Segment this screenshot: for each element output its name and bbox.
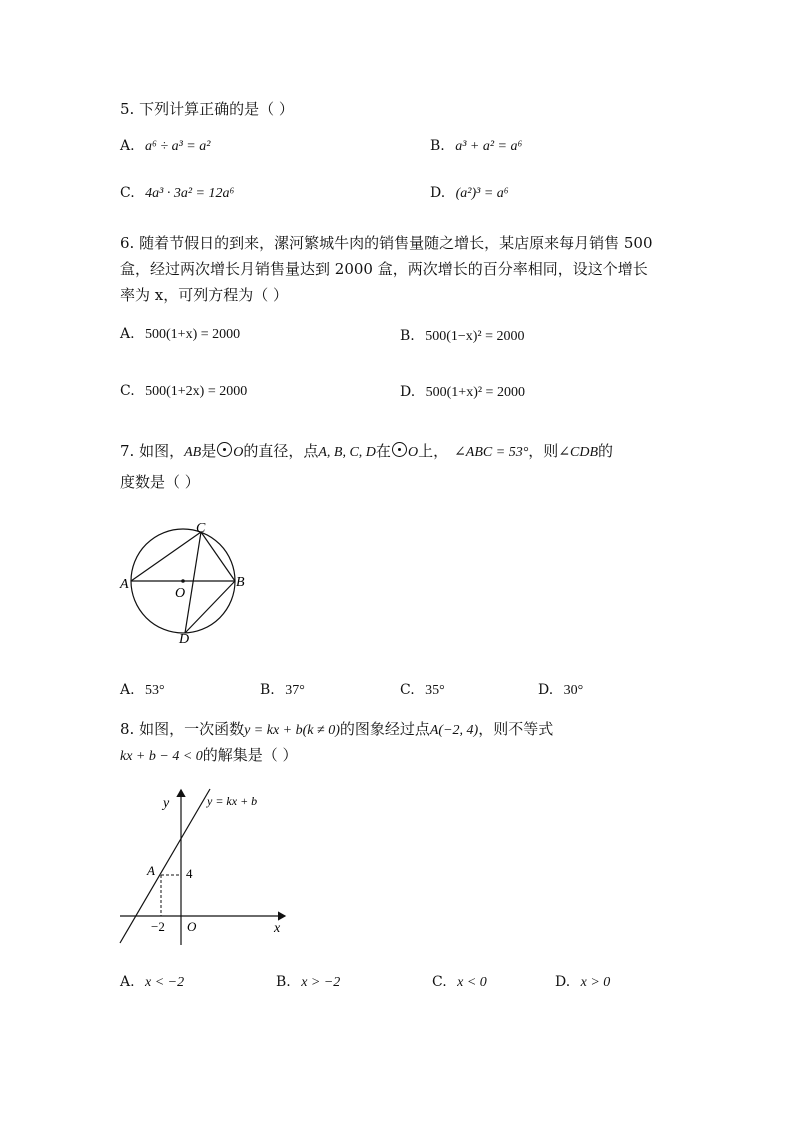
label-line-equation: y = kx + b (207, 794, 258, 808)
q6-stem-line-1: 6. 随着节假日的到来，漯河繁城牛肉的销售量随之增长，某店原来每月销售 500 (120, 234, 653, 252)
q7-text: 上， (418, 442, 449, 460)
chord-cb (201, 532, 235, 581)
option-expr: 500(1+x)² = 2000 (425, 385, 525, 400)
circle-dot-icon (217, 442, 232, 457)
label-neg-two: −2 (151, 919, 165, 934)
option-expr: 30° (563, 683, 584, 698)
q7-text: 7. 如图， (120, 442, 185, 460)
q5-option-b[interactable] (430, 138, 522, 155)
option-expr: 500(1+2x) = 2000 (145, 384, 248, 399)
option-expr: 37° (285, 683, 305, 698)
center-point (181, 579, 185, 583)
function-line (120, 789, 210, 943)
q7-option-b[interactable] (260, 682, 305, 699)
q8-function: y = kx + b(k ≠ 0) (244, 723, 340, 738)
q8-text: 8. 如图，一次函数 (120, 720, 245, 738)
q6-option-a[interactable] (120, 326, 240, 343)
q7-option-c[interactable] (400, 682, 445, 699)
option-expr: 500(1−x)² = 2000 (425, 329, 525, 344)
label-o: O (175, 586, 186, 601)
q7-stem-line-1 (120, 438, 613, 466)
q7-points: A, B, C, D (318, 445, 376, 460)
q7-text: 的直径，点 (243, 442, 319, 460)
option-expr: x < −2 (145, 975, 185, 990)
q7-text: 是 (201, 442, 217, 460)
q8-option-d[interactable] (555, 974, 610, 991)
label-d: D (179, 632, 190, 647)
label-a: A (120, 577, 129, 592)
option-label: A. (120, 326, 135, 342)
label-four: 4 (186, 866, 193, 881)
circle-dot-icon (392, 442, 407, 457)
label-origin: O (187, 919, 197, 934)
q8-option-b[interactable] (276, 974, 340, 991)
label-b: B (236, 575, 245, 590)
q8-text: 的图象经过点 (339, 720, 430, 738)
q7-option-d[interactable] (538, 682, 583, 699)
option-label: C. (400, 682, 415, 698)
q5-option-c[interactable] (120, 185, 234, 202)
q7-angle-abc: ∠ABC = 53° (454, 445, 529, 460)
q7-circle-name: O (233, 445, 244, 460)
q6-stem-line-3: 率为 x，可列方程为（ ） (120, 286, 288, 304)
q8-text: 的解集是（ ） (202, 746, 298, 764)
option-expr: 53° (145, 683, 165, 698)
option-expr: 500(1+x) = 2000 (145, 327, 241, 342)
q6-stem-line-2: 盒，经过两次增长月销售量达到 2000 盒，两次增长的百分率相同，设这个增长 (120, 260, 648, 278)
q7-circle-name: O (407, 445, 419, 460)
q7-text: 的 (598, 442, 614, 460)
label-c: C (196, 521, 206, 536)
q7-circle-figure (115, 518, 255, 650)
option-label: B. (276, 974, 291, 990)
option-expr: x < 0 (457, 975, 487, 990)
q7-option-a[interactable] (120, 682, 165, 699)
q8-stem-line-2 (120, 742, 298, 770)
q8-point-a: A(−2, 4) (429, 723, 479, 738)
option-expr: 4a³ · 3a² = 12a⁶ (145, 186, 235, 201)
q6-option-b[interactable] (400, 328, 525, 345)
option-label: B. (260, 682, 275, 698)
option-expr: 35° (425, 683, 445, 698)
q7-text: 在 (375, 442, 391, 460)
q7-segment-ab: AB (184, 445, 202, 460)
q5-stem: 5. 下列计算正确的是（ ） (120, 100, 294, 118)
q5-option-a[interactable] (120, 138, 210, 155)
q7-stem-line-2: 度数是（ ） (120, 473, 200, 491)
option-label: C. (120, 185, 135, 201)
option-expr: a³ + a² = a⁶ (455, 139, 523, 154)
chord-ac (131, 532, 201, 581)
q5-option-d[interactable] (430, 185, 509, 202)
q6-option-d[interactable] (400, 384, 525, 401)
q8-option-c[interactable] (432, 974, 487, 991)
q6-option-c[interactable] (120, 383, 247, 400)
q7-angle-cdb: ∠CDB (558, 445, 599, 460)
option-label: D. (538, 682, 554, 698)
q8-option-a[interactable] (120, 974, 184, 991)
option-label: A. (120, 138, 135, 154)
option-expr: x > −2 (301, 975, 341, 990)
label-y: y (163, 796, 170, 811)
option-label: D. (400, 384, 416, 400)
q8-stem-line-1 (120, 716, 553, 744)
label-point-a: A (147, 863, 155, 878)
label-x: x (274, 921, 281, 936)
q8-graph-figure (115, 785, 295, 950)
option-expr: x > 0 (580, 975, 611, 990)
option-label: C. (432, 974, 447, 990)
q7-text: ，则 (528, 442, 559, 460)
option-label: D. (555, 974, 571, 990)
option-label: A. (120, 974, 135, 990)
option-label: A. (120, 682, 135, 698)
q8-text: ，则不等式 (478, 720, 554, 738)
option-expr: (a²)³ = a⁶ (455, 186, 509, 201)
option-label: B. (430, 138, 445, 154)
option-label: B. (400, 328, 415, 344)
option-expr: a⁶ ÷ a³ = a² (145, 139, 211, 154)
chord-cd (185, 532, 201, 633)
option-label: D. (430, 185, 446, 201)
option-label: C. (120, 383, 135, 399)
q8-inequality: kx + b − 4 < 0 (120, 749, 203, 764)
